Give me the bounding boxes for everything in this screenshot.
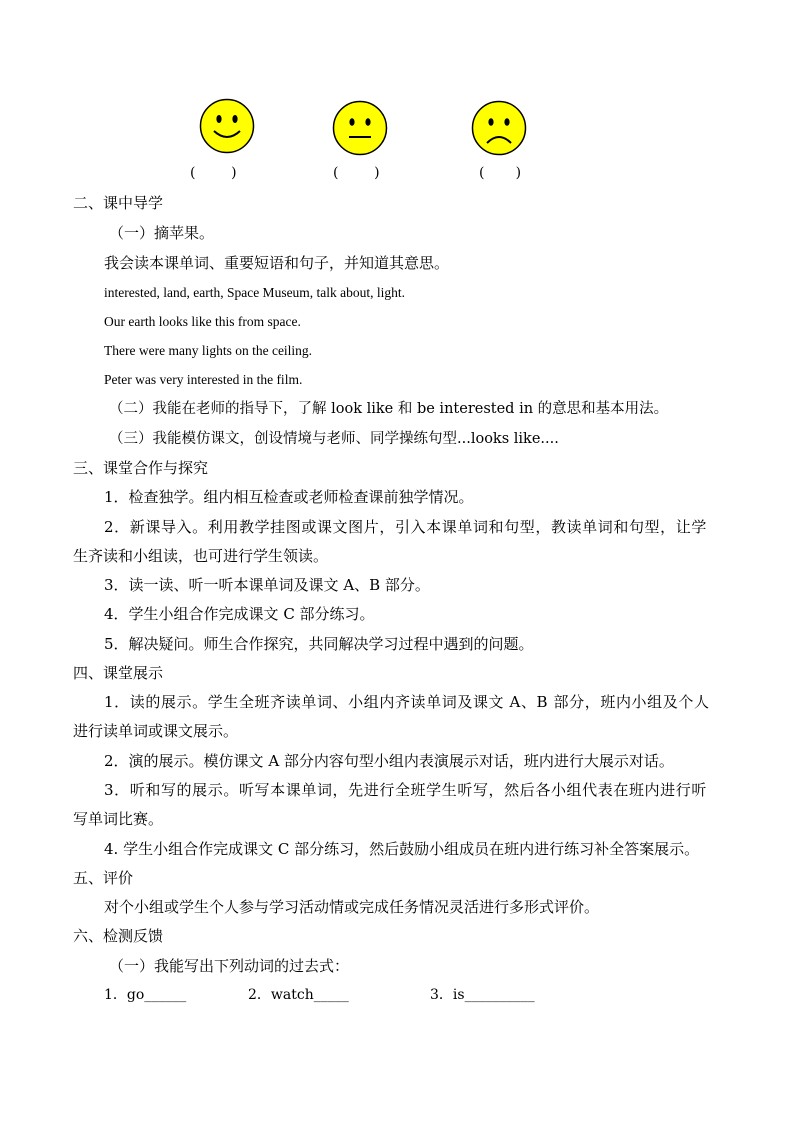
section-3-item-2a: 2．新课导入。利用教学挂图或课文图片，引入本课单词和句型，教读单词和句型，让学 [104,518,707,536]
section-4-item-1b: 进行读单词或课文展示。 [73,722,239,740]
answer-blank-happy[interactable]: ( ) [190,165,237,181]
section-2-intro: 我会读本课单词、重要短语和句子，并知道其意思。 [104,254,450,272]
section-3-item-1: 1．检查独学。组内相互检查或老师检查课前独学情况。 [104,488,474,506]
neutral-face-icon [332,100,388,156]
section-4-title: 四、课堂展示 [73,664,164,682]
section-4-item-1a: 1．读的展示。学生全班齐读单词、小组内齐读单词及课文 A、B 部分，班内小组及个人 [104,693,710,711]
exercise-watch[interactable]: 2．watch_____ [248,987,349,1003]
exercise-go[interactable]: 1．go______ [104,987,187,1003]
section-3-item-4: 4．学生小组合作完成课文 C 部分练习。 [104,605,375,623]
section-4-item-3a: 3．听和写的展示。听写本课单词，先进行全班学生听写，然后各小组代表在班内进行听 [104,781,707,799]
section-4-item-3b: 写单词比赛。 [73,810,164,828]
sad-face-icon [471,100,527,156]
section-6-sub1: （一）我能写出下列动词的过去式： [109,957,350,975]
sentence-2: There were many lights on the ceiling. [104,343,313,358]
section-2-sub2: （二）我能在老师的指导下，了解 look like 和 be interested in 的意思和基本用法。 [109,401,669,417]
section-3-title: 三、课堂合作与探究 [73,459,209,477]
answer-blank-sad[interactable]: ( ) [479,165,522,181]
section-4-item-4: 4. 学生小组合作完成课文 C 部分练习，然后鼓励小组成员在班内进行练习补全答案展示。 [104,840,700,858]
vocab-list: interested, land, earth, Space Museum, talk about, light. [104,285,406,300]
section-2-sub1: （一）摘苹果。 [109,224,215,242]
section-4-item-2: 2．演的展示。模仿课文 A 部分内容句型小组内表演展示对话，班内进行大展示对话。 [104,752,674,770]
section-2-sub3: （三）我能模仿课文，创设情境与老师、同学操练句型...looks like.... [109,431,559,447]
sentence-3: Peter was very interested in the film. [104,372,303,387]
section-3-item-2b: 生齐读和小组读，也可进行学生领读。 [73,547,329,565]
section-3-item-3: 3．读一读、听一听本课单词及课文 A、B 部分。 [104,576,430,594]
smiling-face-icon [199,98,255,154]
section-5-title: 五、评价 [73,869,134,887]
section-6-title: 六、检测反馈 [73,927,164,945]
sentence-1: Our earth looks like this from space. [104,314,301,329]
section-2-title: 二、课中导学 [73,194,164,212]
exercise-is[interactable]: 3．is__________ [430,987,535,1003]
answer-blank-neutral[interactable]: ( ) [333,165,380,181]
section-3-item-5: 5．解决疑问。师生合作探究，共同解决学习过程中遇到的问题。 [104,635,534,653]
section-5-text: 对个小组或学生个人参与学习活动情或完成任务情况灵活进行多形式评价。 [104,898,600,916]
